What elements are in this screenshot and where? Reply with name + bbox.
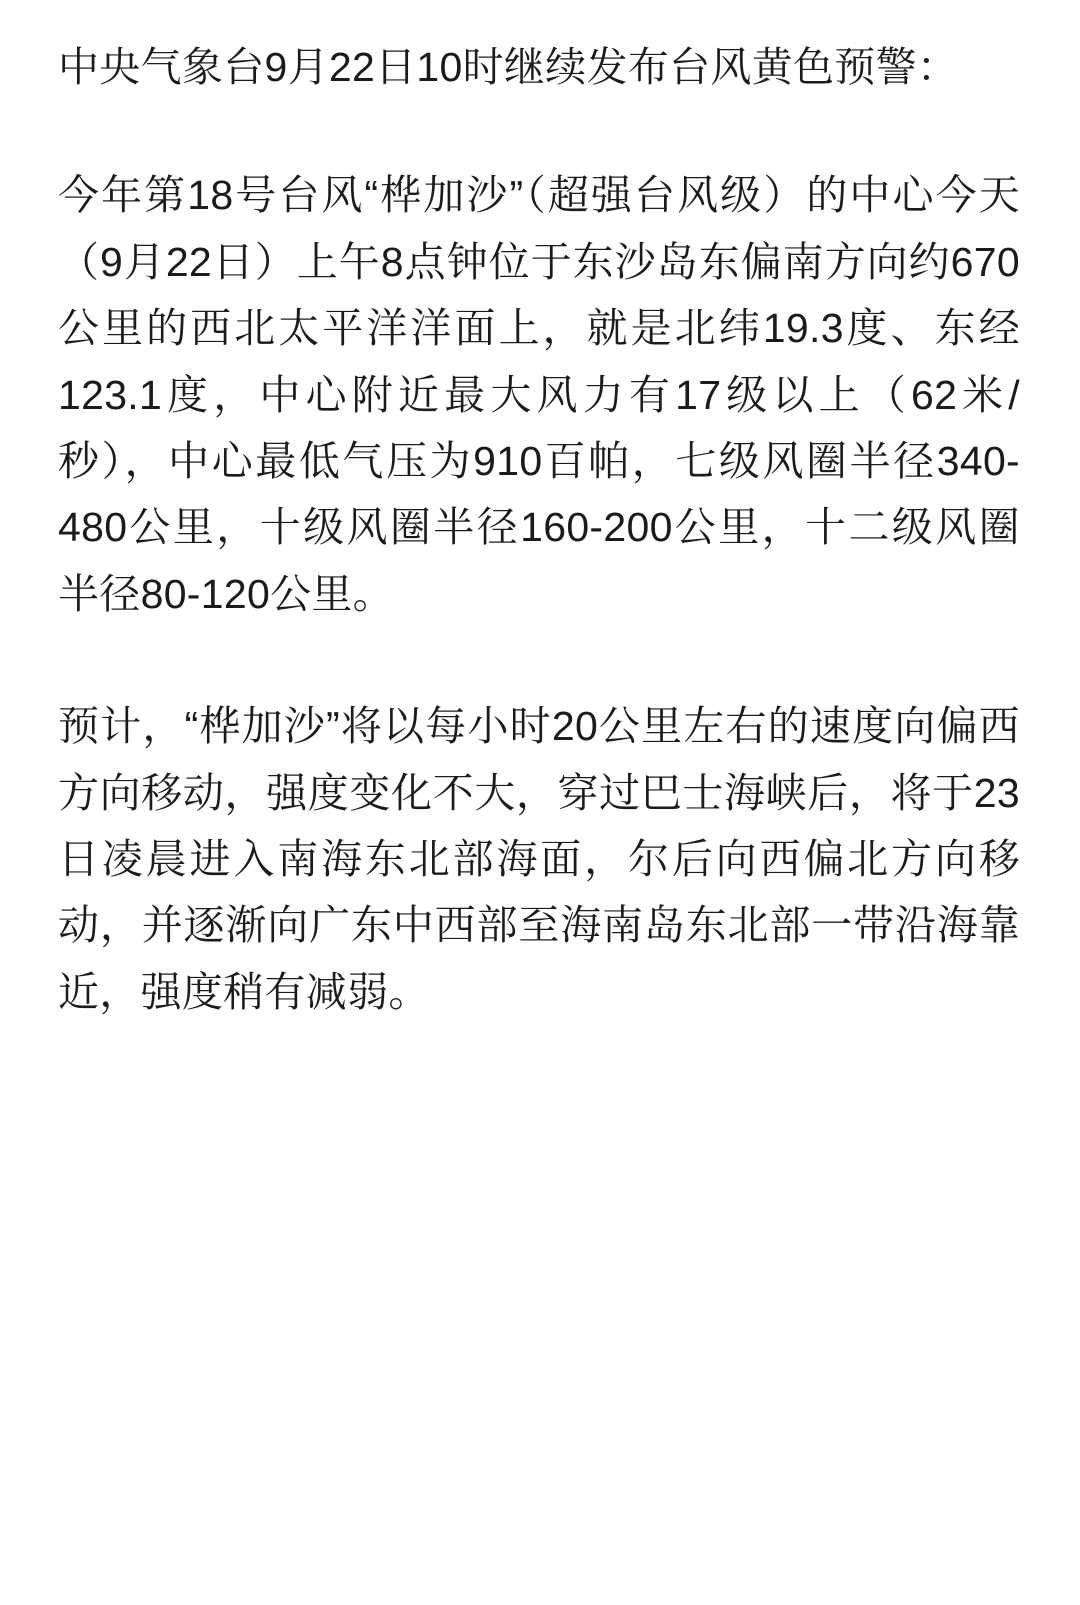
warning-headline: 中央气象台9月22日10时继续发布台风黄色预警：	[58, 44, 959, 90]
typhoon-forecast-paragraph: 预计，“桦加沙”将以每小时20公里左右的速度向偏西方向移动，强度变化不大，穿过巴士海峡后，将于23日凌晨进入南海东北部海面，尔后向西偏北方向移动，并逐渐向广东中西部至海南岛东北部一带沿海靠近，强度稍有减弱。	[58, 703, 1020, 1015]
typhoon-position-paragraph: 今年第18号台风“桦加沙”（超强台风级）的中心今天（9月22日）上午8点钟位于东沙岛东偏南方向约670公里的西北太平洋洋面上，就是北纬19.3度、东经123.1度，中心附近最大风力有17级以上（62米/秒），中心最低气压为910百帕，七级风圈半径340-480公里，十级风圈半径160-200公里，十二级风圈半径80-120公里。	[58, 172, 1020, 617]
